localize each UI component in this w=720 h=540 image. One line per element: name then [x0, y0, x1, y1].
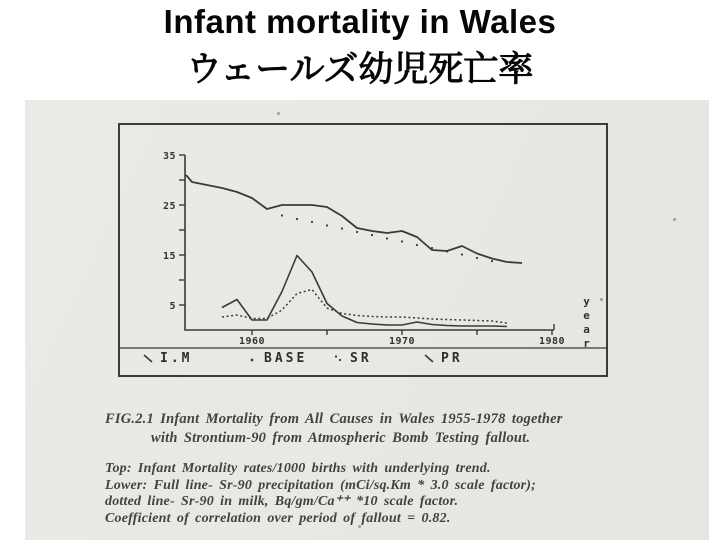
- base-dot-marker-icon: [246, 353, 259, 364]
- legend-label-sr: SR: [350, 351, 372, 366]
- trend-dot: [431, 247, 433, 249]
- y-tick-label: 5: [169, 301, 176, 312]
- legend-item-sr: [332, 351, 372, 366]
- scan-speck: [277, 112, 280, 115]
- legend-item-pr: [423, 351, 463, 366]
- trend-dot: [386, 237, 388, 239]
- trend-dot: [281, 214, 283, 216]
- y-tick-label: 15: [162, 251, 176, 262]
- trend-dot: [296, 218, 298, 220]
- x-tick-label: 1960: [238, 336, 266, 347]
- caption-note-lower: Lower: Full line- Sr-90 precipitation (mCi/sq.Km * 3.0 scale factor);: [105, 477, 537, 493]
- trend-dot: [311, 221, 313, 223]
- caption-line-1: FIG.2.1 Infant Mortality from All Causes in Wales 1955-1978 together: [105, 411, 563, 427]
- scanned-figure-page: [25, 100, 709, 540]
- trend-dot: [446, 250, 448, 252]
- trend-dot: [416, 244, 418, 246]
- chart-legend: [120, 351, 606, 373]
- y-tick-label: 35: [162, 151, 176, 162]
- trend-dot: [461, 253, 463, 255]
- caption-line-2: with Strontium-90 from Atmospheric Bomb Testing fallout.: [151, 430, 531, 446]
- series-sr: [222, 290, 507, 324]
- figure-caption-notes: [105, 461, 665, 527]
- x-tick-label: 1970: [388, 336, 416, 347]
- pr-line-marker-icon: [423, 353, 436, 364]
- title-japanese: ウェールズ幼児死亡率: [186, 50, 534, 89]
- caption-note-dotted: dotted line- Sr-90 in milk, Bq/gm/Ca⁺⁺ *10 scale factor.: [105, 494, 459, 509]
- legend-label-im: I.M: [160, 351, 193, 366]
- series-pr: [222, 256, 507, 327]
- legend-label-base: BASE: [264, 351, 308, 366]
- figure-caption-heading: [105, 410, 665, 448]
- trend-dot: [401, 240, 403, 242]
- trend-dot: [491, 260, 493, 262]
- series-im: [186, 175, 522, 263]
- legend-item-base: [246, 351, 307, 366]
- caption-note-coefficient: Coefficient of correlation over period of fallout = 0.82.: [105, 510, 451, 526]
- mortality-fallout-chart: [120, 125, 606, 375]
- caption-note-top: Top: Infant Mortality rates/1000 births with underlying trend.: [105, 461, 491, 476]
- scan-speck: [673, 218, 676, 221]
- title-english: Infant mortality in Wales: [163, 3, 557, 40]
- im-line-marker-icon: [142, 353, 155, 364]
- trend-dot: [476, 257, 478, 259]
- trend-dot: [371, 234, 373, 236]
- y-tick-label: 25: [162, 201, 176, 212]
- slide-title: [0, 0, 720, 92]
- trend-dot: [341, 227, 343, 229]
- x-axis-label: year: [580, 295, 593, 351]
- legend-item-im: [142, 351, 192, 366]
- sr-dotted-marker-icon: [332, 353, 345, 364]
- x-tick-label: 1980: [538, 336, 566, 347]
- legend-label-pr: PR: [441, 351, 463, 366]
- trend-dot: [356, 231, 358, 233]
- trend-dot: [326, 224, 328, 226]
- chart-frame: [118, 123, 608, 377]
- figure-caption: [105, 410, 665, 527]
